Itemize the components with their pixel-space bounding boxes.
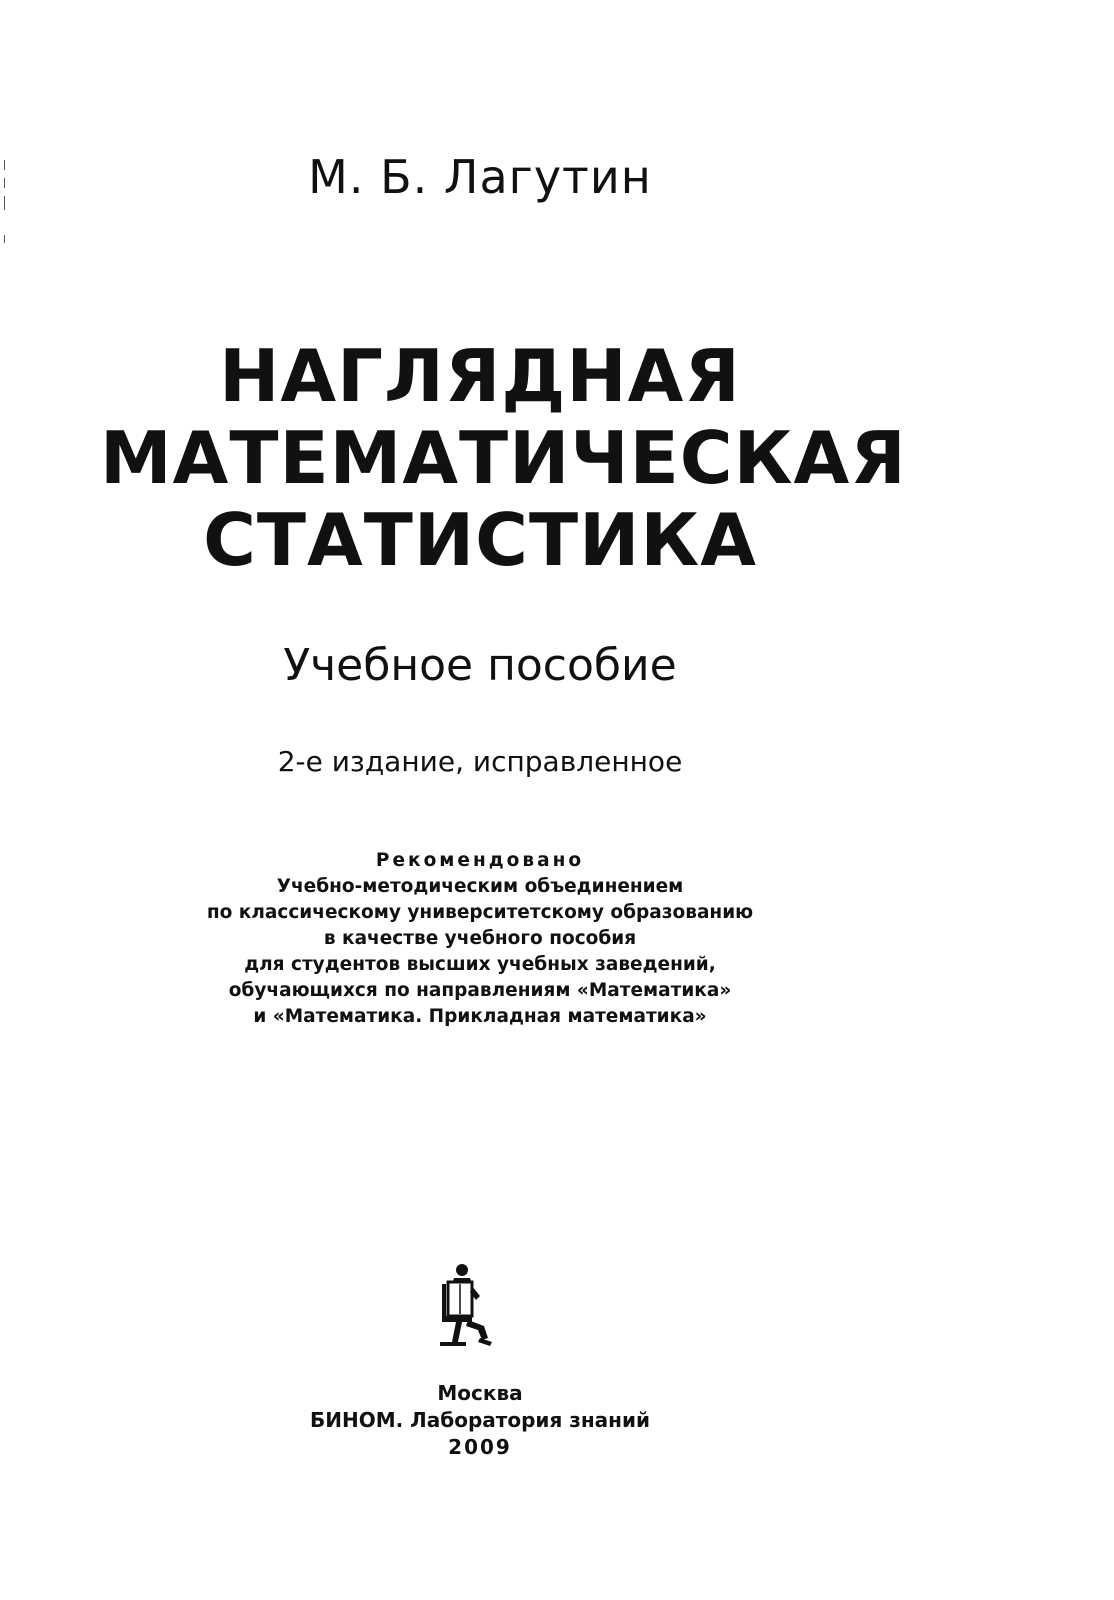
publication-year: 2009 [448,1435,512,1459]
book-subtitle: Учебное пособие [283,640,677,691]
book-title [100,334,907,582]
scan-margin-mark [4,196,5,210]
recommendation-heading: Рекомендовано [375,850,585,871]
scan-margin-mark [4,178,5,188]
title-line: НАГЛЯДНАЯ [219,334,741,418]
edition-note: 2-е издание, исправленное [277,745,683,778]
recommendation-line: в качестве учебного пособия [323,928,637,949]
title-line: СТАТИСТИКА [203,498,757,582]
imprint-block [100,1380,860,1461]
recommendation-line: для студентов высших учебных заведений, [244,954,716,975]
scan-margin-mark [4,235,5,243]
recommendation-block [100,848,860,1030]
seated-reader-icon [432,1262,500,1352]
recommendation-line: Учебно-методическим объединением [276,876,684,897]
recommendation-line: обучающихся по направлениям «Математика» [228,980,732,1001]
scan-margin-mark [4,160,5,170]
publisher-name: БИНОМ. Лаборатория знаний [309,1408,651,1432]
title-line: МАТЕМАТИЧЕСКАЯ [100,416,907,500]
recommendation-line: и «Математика. Прикладная математика» [253,1006,707,1027]
recommendation-line: по классическому университетскому образованию [206,902,754,923]
publication-city: Москва [437,1381,523,1405]
author-name: М. Б. Лагутин [308,150,652,204]
